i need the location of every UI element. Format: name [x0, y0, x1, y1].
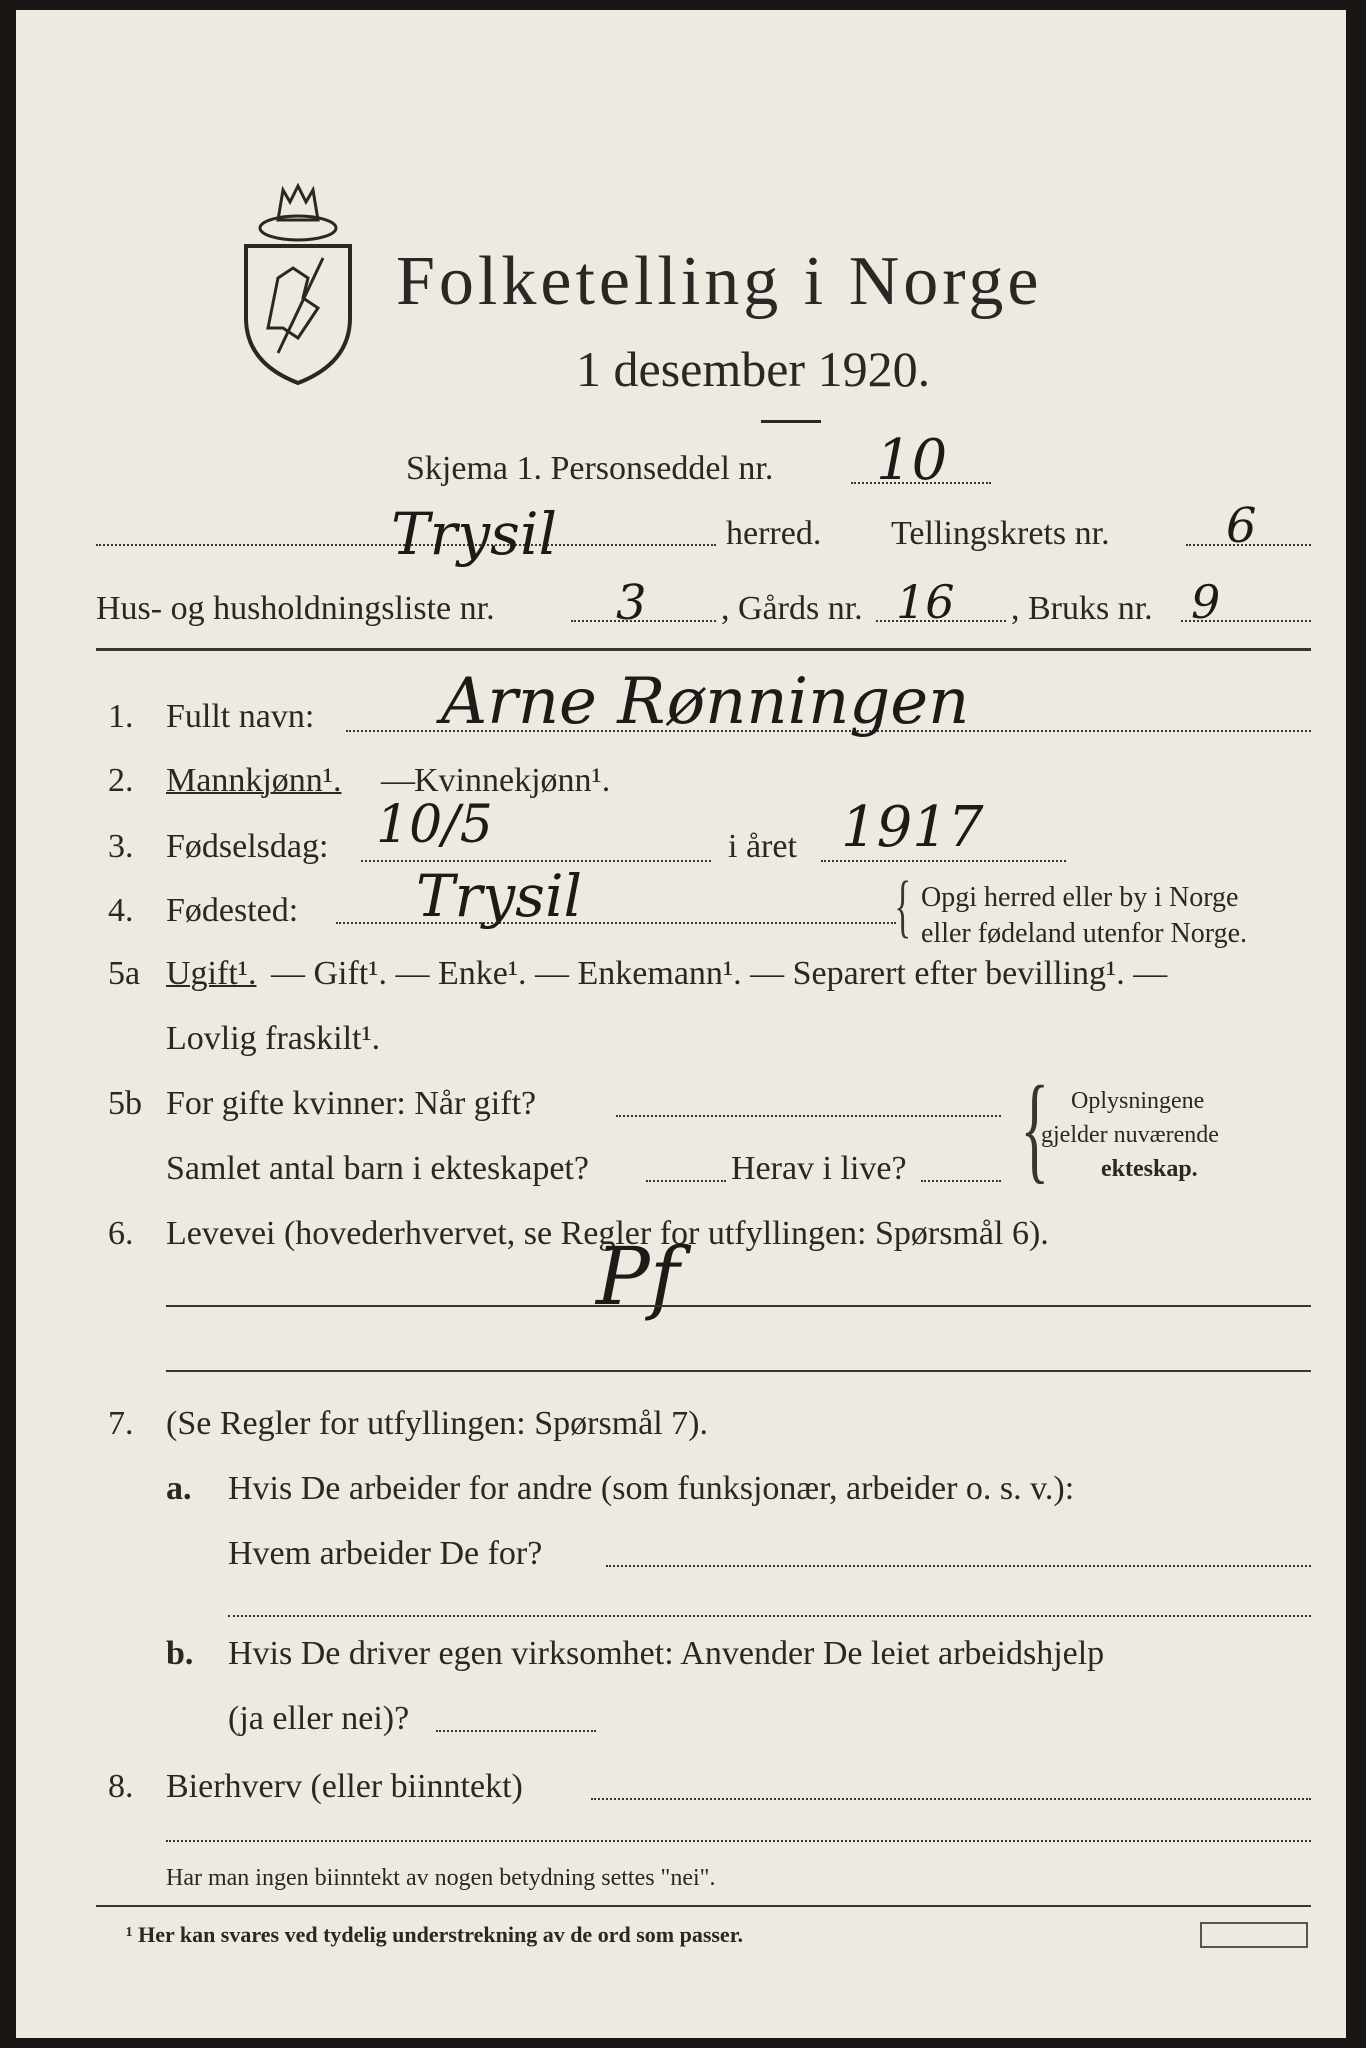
herred-value: Trysil [391, 500, 558, 568]
herred-label: herred. [726, 515, 822, 552]
marriage-note-2: gjelder nuværende [1041, 1122, 1219, 1148]
gender-separator: — [381, 762, 415, 799]
occupation-line-1[interactable] [166, 1305, 1311, 1307]
q5b-number: 5b [108, 1085, 142, 1122]
footnote: ¹ Her kan svares ved tydelig understrekning av de ord som passer. [126, 1922, 743, 1947]
q5a-number: 5a [108, 955, 141, 992]
birth-year-field[interactable] [821, 860, 1066, 862]
q7b-question: Hvis De driver egen virksomhet: Anvender De leiet arbeidshjelp [228, 1635, 1105, 1672]
marriage-note-1: Oplysningene [1071, 1088, 1205, 1114]
tellingskrets-label: Tellingskrets nr. [891, 515, 1110, 552]
gender-female-option[interactable]: Kvinnekjønn¹. [414, 762, 611, 799]
q7b-answer-label: (ja eller nei)? [228, 1700, 410, 1737]
q7a-question: Hvis De arbeider for andre (som funksjonær, arbeider o. s. v.): [228, 1470, 1075, 1507]
married-when-field[interactable] [616, 1115, 1001, 1117]
side-income-field[interactable] [591, 1798, 1311, 1800]
employer-field[interactable] [606, 1565, 1311, 1567]
birthday-value: 10/5 [376, 795, 493, 855]
employer-field-2[interactable] [228, 1615, 1311, 1617]
side-income-field-2[interactable] [166, 1840, 1311, 1842]
q6-number: 6. [108, 1215, 134, 1252]
birthplace-brace: { [894, 868, 912, 945]
occupation-line-2[interactable] [166, 1370, 1311, 1372]
birthplace-value: Trysil [416, 862, 583, 930]
marriage-brace: { [1020, 1061, 1050, 1194]
section-divider [96, 648, 1311, 651]
census-form [16, 10, 1346, 2038]
occupation-value: Pf [596, 1230, 680, 1323]
q3-label: Fødselsdag: [166, 828, 329, 865]
q7a-employer-label: Hvem arbeider De for? [228, 1535, 543, 1572]
bruks-label: , Bruks nr. [1011, 590, 1153, 627]
status-fraskilt-option[interactable]: Lovlig fraskilt¹. [166, 1020, 381, 1057]
side-income-note: Har man ingen biinntekt av nogen betydning settes "nei". [166, 1865, 716, 1891]
gards-label: , Gårds nr. [721, 590, 863, 627]
q1-number: 1. [108, 698, 134, 735]
status-options[interactable]: — Gift¹. — Enke¹. — Enkemann¹. — Separert efter bevilling¹. — [271, 955, 1168, 992]
q7a-letter: a. [166, 1470, 192, 1507]
q1-label: Fullt navn: [166, 698, 315, 735]
husholdningsliste-value: 3 [616, 575, 647, 631]
birthplace-note-1: Opgi herred eller by i Norge [921, 882, 1239, 913]
married-when-label: For gifte kvinner: Når gift? [166, 1085, 537, 1122]
children-alive-label: Herav i live? [731, 1150, 907, 1187]
personseddel-value: 10 [876, 428, 948, 493]
children-alive-field[interactable] [921, 1180, 1001, 1182]
q4-label: Fødested: [166, 892, 299, 929]
q7-label: (Se Regler for utfyllingen: Spørsmål 7). [166, 1405, 709, 1442]
footnote-divider [96, 1905, 1311, 1907]
birthplace-note-2: eller fødeland utenfor Norge. [921, 918, 1248, 949]
schema-label: Skjema 1. Personseddel nr. [406, 450, 774, 487]
q7-number: 7. [108, 1405, 134, 1442]
q3-number: 3. [108, 828, 134, 865]
birth-year-value: 1917 [841, 795, 984, 860]
marriage-note-3: ekteskap. [1101, 1156, 1198, 1182]
q2-number: 2. [108, 762, 134, 799]
printer-stamp [1200, 1922, 1308, 1948]
q8-label: Bierhverv (eller biinntekt) [166, 1768, 523, 1805]
full-name-value: Arne Rønningen [441, 665, 970, 739]
tellingskrets-value: 6 [1226, 498, 1257, 554]
form-date: 1 desember 1920. [576, 341, 931, 397]
coat-of-arms-icon [238, 178, 358, 388]
title-divider [761, 420, 821, 423]
q4-number: 4. [108, 892, 134, 929]
children-total-label: Samlet antal barn i ekteskapet? [166, 1150, 589, 1187]
q7b-letter: b. [166, 1635, 194, 1672]
gender-male-option[interactable]: Mannkjønn¹. [166, 762, 342, 799]
bruks-value: 9 [1191, 575, 1221, 629]
q8-number: 8. [108, 1768, 134, 1805]
form-title: Folketelling i Norge [396, 243, 1043, 320]
year-label: i året [728, 828, 797, 865]
gards-value: 16 [896, 575, 955, 629]
husholdningsliste-label: Hus- og husholdningsliste nr. [96, 590, 495, 627]
hired-help-field[interactable] [436, 1730, 596, 1732]
q6-label: Levevei (hovederhvervet, se Regler for utfyllingen: Spørsmål 6). [166, 1215, 1049, 1252]
children-total-field[interactable] [646, 1180, 726, 1182]
status-ugift-option[interactable]: Ugift¹. [166, 955, 257, 992]
